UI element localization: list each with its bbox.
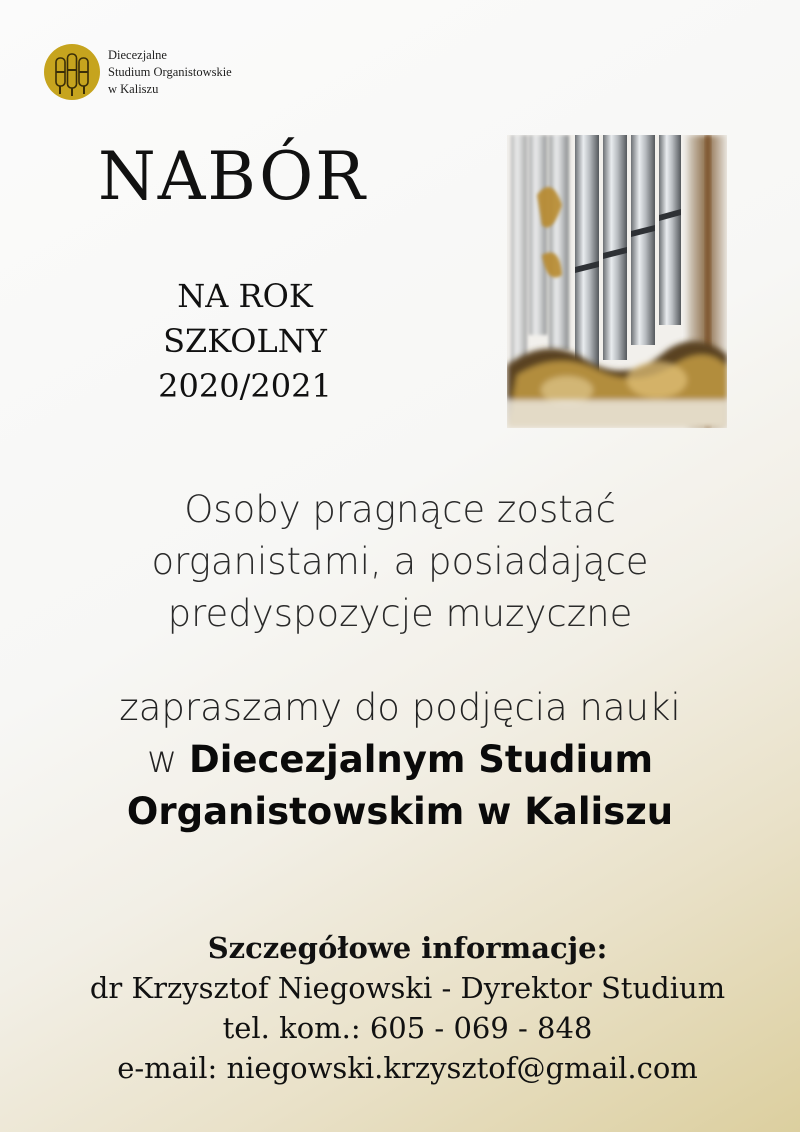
institution-name-part-2: Organistowskim w Kaliszu [126, 790, 674, 833]
intro-line-3: predyspozycje muzyczne [167, 592, 633, 635]
intro-paragraph [0, 484, 800, 640]
invitation-line-1: zapraszamy do podjęcia nauki [119, 686, 681, 729]
logo-line-1: Diecezjalne [108, 47, 167, 62]
invitation-line-2 [0, 734, 800, 786]
logo-wordmark [108, 47, 232, 98]
subheading-line-1: NA ROK [177, 277, 313, 315]
invitation-prefix: w [146, 738, 189, 781]
subheading-line-3: 2020/2021 [158, 367, 332, 405]
subheading-line-2: SZKOLNY [163, 322, 327, 360]
contact-person: dr Krzysztof Niegowski - Dyrektor Studium [89, 971, 726, 1005]
contact-email: e-mail: niegowski.krzysztof@gmail.com [117, 1051, 698, 1085]
organ-pipes-logo-icon [44, 44, 100, 100]
logo-line-3: w Kaliszu [108, 81, 159, 96]
studium-logo [44, 44, 232, 100]
intro-line-2: organistami, a posiadające [151, 540, 649, 583]
contact-details [0, 928, 800, 1088]
contact-phone: tel. kom.: 605 - 069 - 848 [222, 1011, 593, 1045]
logo-line-2: Studium Organistowskie [108, 64, 232, 79]
details-heading: Szczegółowe informacje: [207, 931, 608, 965]
invitation-paragraph [0, 682, 800, 838]
institution-name-part-1: Diecezjalnym Studium [189, 738, 654, 781]
page-title: NABÓR [98, 138, 367, 215]
intro-line-1: Osoby pragnące zostać [184, 488, 616, 531]
organ-pipes-photo [507, 135, 727, 428]
school-year-heading [95, 274, 395, 409]
